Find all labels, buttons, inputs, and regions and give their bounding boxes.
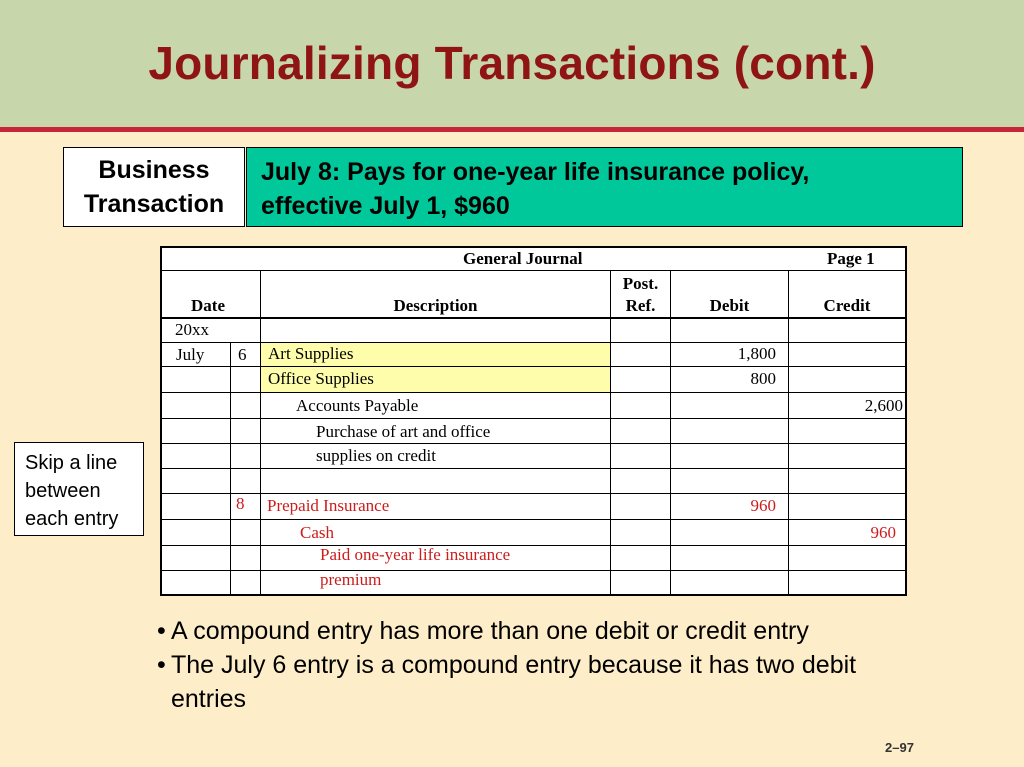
grid-line <box>160 246 907 248</box>
grid-line <box>160 246 162 596</box>
header-post-ref-line2: Ref. <box>625 296 656 315</box>
entry1-debit1-amount: 1,800 <box>737 344 776 363</box>
journal-title: General Journal <box>463 249 583 268</box>
callout-line2: between <box>25 480 101 502</box>
journal-page-number: Page 1 <box>827 249 875 268</box>
entry2-debit-account: Prepaid Insurance <box>267 496 390 515</box>
grid-line <box>160 270 907 271</box>
header-description: Description <box>393 296 478 315</box>
grid-line <box>610 270 611 596</box>
grid-line <box>160 443 907 444</box>
header-credit: Credit <box>823 296 871 315</box>
bullet-list <box>157 614 1017 716</box>
grid-line <box>160 570 907 571</box>
grid-line <box>160 342 907 343</box>
entry1-explanation-line2: supplies on credit <box>316 446 436 465</box>
bullet-item <box>157 648 1017 716</box>
grid-line <box>670 270 671 596</box>
entry2-credit-account: Cash <box>300 523 334 542</box>
entry1-day: 6 <box>238 345 247 364</box>
header-date: Date <box>191 296 225 315</box>
entry1-explanation-line1: Purchase of art and office <box>316 422 491 441</box>
slide-title: Journalizing Transactions (cont.) <box>148 37 876 89</box>
grid-line <box>160 519 907 520</box>
callout-line1: Skip a line <box>25 452 118 474</box>
entry1-debit2-account: Office Supplies <box>268 369 374 388</box>
grid-line <box>905 246 907 596</box>
bullet-item <box>157 614 1017 648</box>
grid-line <box>160 493 907 494</box>
entry1-credit-account: Accounts Payable <box>296 396 419 415</box>
grid-line <box>160 418 907 419</box>
entry2-day: 8 <box>236 494 245 513</box>
slide-number: 2–97 <box>885 740 914 755</box>
entry1-month: July <box>176 345 205 364</box>
grid-line <box>788 270 789 596</box>
entry2-explanation-line1: Paid one-year life insurance <box>320 545 511 564</box>
grid-line <box>260 270 261 596</box>
grid-line <box>230 342 231 596</box>
business-transaction-text-line2: effective July 1, $960 <box>261 192 510 220</box>
entry1-credit-amount: 2,600 <box>864 396 903 415</box>
entry1-debit1-account: Art Supplies <box>268 344 354 363</box>
journal-year: 20xx <box>175 320 209 339</box>
header-debit: Debit <box>709 296 750 315</box>
grid-line <box>160 594 907 596</box>
grid-line <box>160 317 907 319</box>
grid-line <box>160 468 907 469</box>
entry2-debit-amount: 960 <box>750 496 776 515</box>
bullet-dot: • <box>157 651 166 679</box>
business-transaction-label-line2: Transaction <box>83 190 225 218</box>
entry1-debit2-amount: 800 <box>750 369 776 388</box>
business-transaction-label-line1: Business <box>98 156 210 184</box>
bullet-text: A compound entry has more than one debit or credit entry <box>171 617 809 645</box>
callout-line3: each entry <box>25 508 119 530</box>
business-transaction-description <box>246 147 963 227</box>
business-transaction-text-line1: July 8: Pays for one-year life insurance policy, <box>261 158 810 186</box>
grid-line <box>160 545 907 546</box>
entry2-credit-amount: 960 <box>870 523 896 542</box>
bullet-text: The July 6 entry is a compound entry because it has two debit entries <box>171 651 857 713</box>
business-transaction-label <box>63 147 245 227</box>
entry2-explanation-line2: premium <box>320 570 382 589</box>
grid-line <box>160 366 907 367</box>
grid-line <box>160 392 907 393</box>
general-journal <box>160 246 907 596</box>
bullet-dot: • <box>157 617 166 645</box>
header-post-ref-line1: Post. <box>622 274 659 293</box>
skip-line-callout <box>14 442 144 536</box>
title-divider <box>0 127 1024 132</box>
